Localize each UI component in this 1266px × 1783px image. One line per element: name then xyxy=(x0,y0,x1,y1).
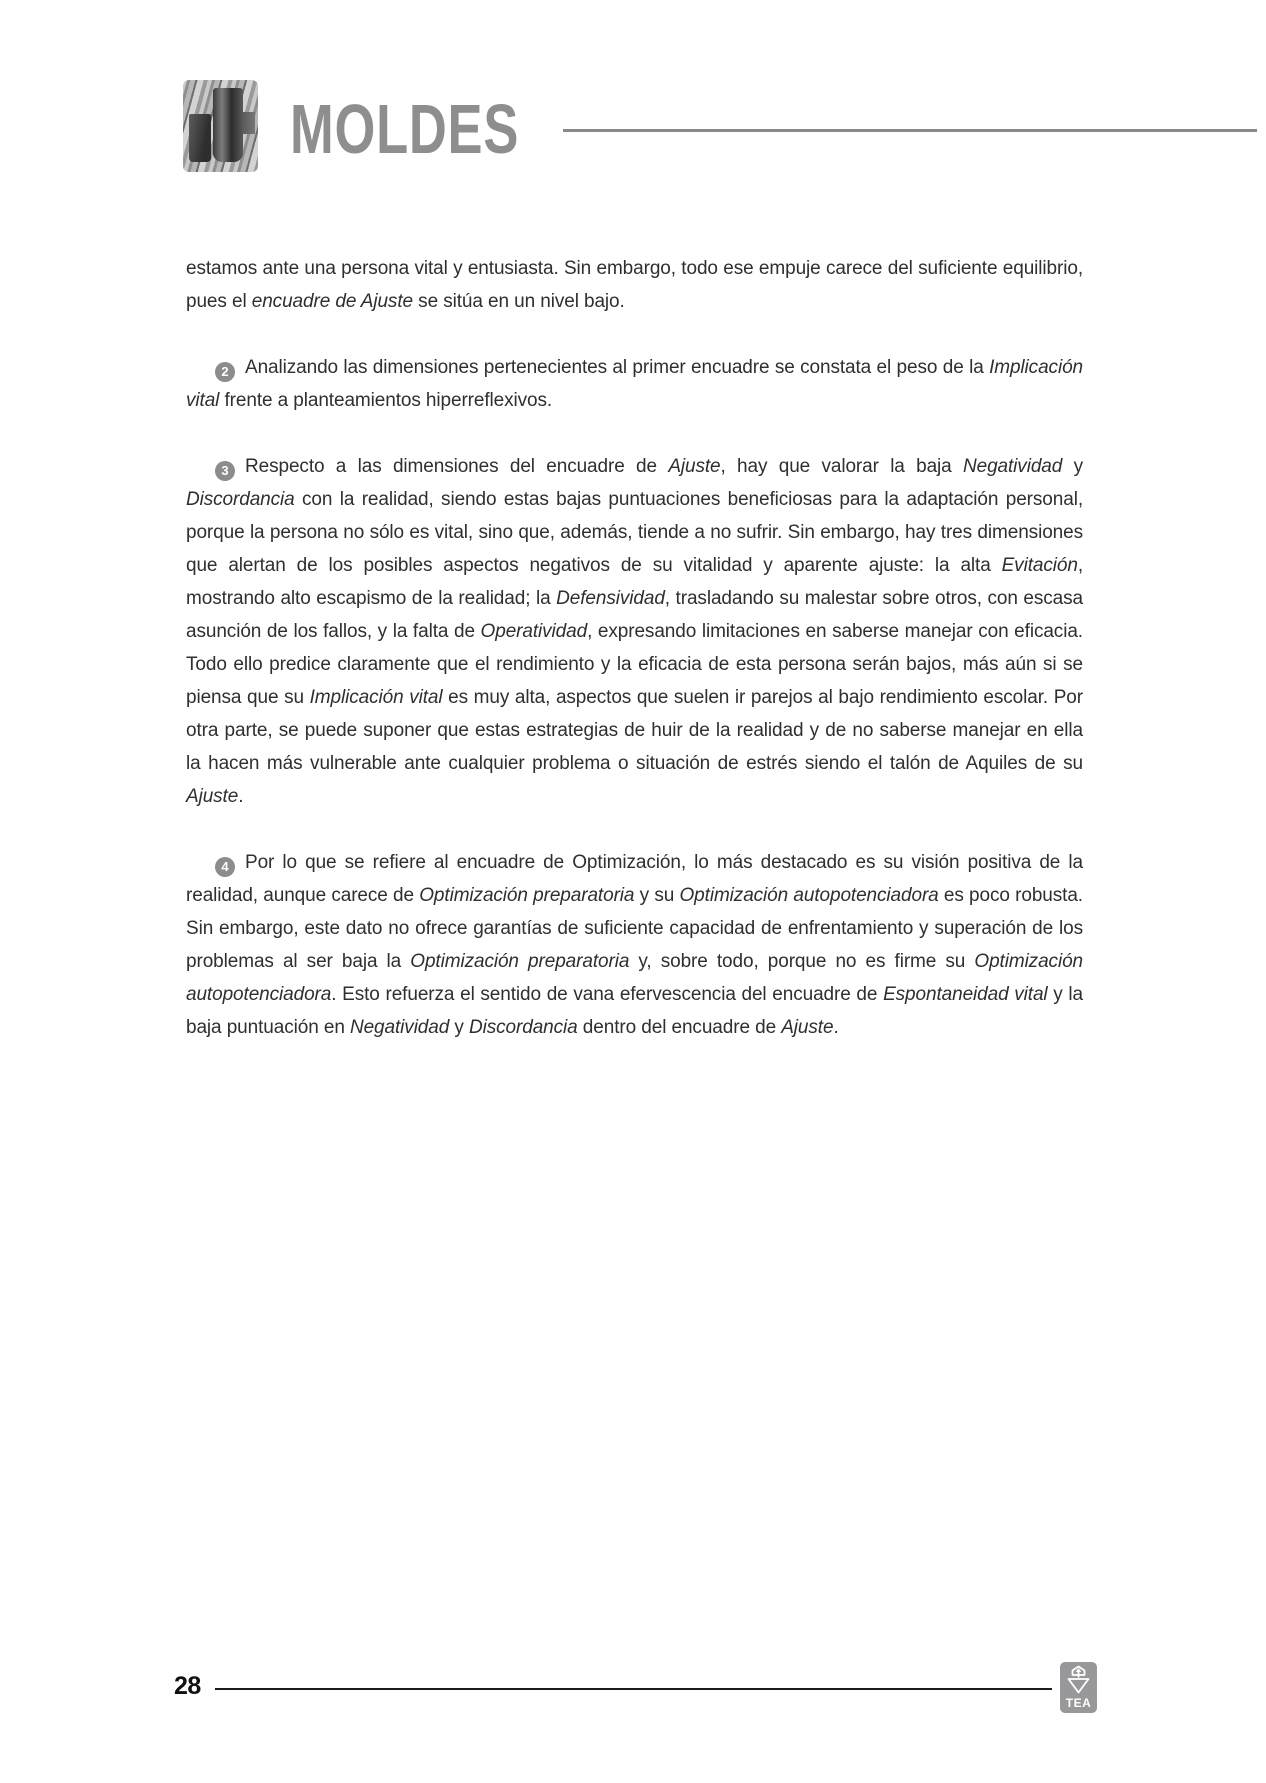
term-italic: Implicación vital xyxy=(186,357,1083,411)
term-italic: Negatividad xyxy=(349,1017,450,1038)
term-italic: Discordancia xyxy=(186,489,295,510)
term-italic: Discordancia xyxy=(468,1017,578,1038)
term-italic: Ajuste xyxy=(781,1017,834,1038)
text-run: y xyxy=(449,1017,469,1038)
text-run: y su xyxy=(634,885,680,906)
text-run: , hay que valorar la baja xyxy=(720,456,963,477)
term-italic: Negatividad xyxy=(962,456,1063,477)
page-number: 28 xyxy=(174,1672,201,1700)
text-run: estamos ante una persona vital y entusiasta. Sin embargo, todo ese empuje carece del suficiente equilibrio, pues el xyxy=(186,258,1083,312)
text-run: Respecto a las dimensiones del encuadre de xyxy=(245,456,669,477)
term-italic: Implicación vital xyxy=(309,687,443,708)
term-italic: Ajuste xyxy=(186,786,239,807)
term-italic: Evitación xyxy=(1001,555,1078,576)
text-run: . xyxy=(833,1017,839,1038)
text-run: , mostrando alto escapismo de la realidad; la xyxy=(186,555,1083,609)
mold-shape-main xyxy=(213,88,243,162)
text-run: y, sobre todo, porque no es firme su xyxy=(629,951,975,972)
tea-logo-text: TEA xyxy=(1065,1696,1092,1710)
text-run: es muy alta, aspectos que suelen ir parejos al bajo rendimiento escolar. Por otra parte, se puede suponer que estas estrategias de huir de la realidad y de no saberse manejar en ella la hacen más vulnerable ante cualquier problema o situación de estrés siendo el talón de Aquiles de su xyxy=(186,687,1083,774)
text-run: Por lo que se refiere al encuadre de Optimización, lo más destacado es su visión positiva de la realidad, aunque carece de xyxy=(186,852,1083,906)
term-italic: encuadre de Ajuste xyxy=(251,291,413,312)
header-rule xyxy=(563,129,1257,132)
page-title: MOLDES xyxy=(290,90,520,168)
term-italic: Ajuste xyxy=(668,456,721,477)
tea-arrow-shaft xyxy=(1078,1672,1080,1678)
term-italic: Espontaneidad vital xyxy=(883,984,1048,1005)
term-italic: Operatividad xyxy=(480,621,588,642)
text-run: se sitúa en un nivel bajo. xyxy=(412,291,625,312)
term-italic: Optimización autopotenciadora xyxy=(679,885,939,906)
molds-photo xyxy=(183,80,258,172)
term-italic: Defensividad xyxy=(556,588,665,609)
text-run: y xyxy=(1062,456,1083,477)
bullet-number: 4 xyxy=(215,857,235,877)
text-run: . xyxy=(238,786,244,807)
term-italic: Optimización preparatoria xyxy=(419,885,635,906)
term-italic: Optimización autopotenciadora xyxy=(186,951,1084,1005)
text-run: con la realidad, siendo estas bajas puntuaciones beneficiosas para la adaptación personal, porque la persona no sólo es vital, sino que, además, tiende a no sufrir. Sin embargo, hay tres dimensiones que alertan de los posibles aspectos negativos de su vitalidad y aparente ajuste: la alta xyxy=(186,489,1083,576)
text-run: frente a planteamientos hiperreflexivos. xyxy=(219,390,553,411)
term-italic: Optimización preparatoria xyxy=(410,951,630,972)
text-run: y la baja puntuación en xyxy=(186,984,1083,1038)
paragraph xyxy=(186,351,1083,417)
bullet-number: 3 xyxy=(215,461,235,481)
text-run: dentro del encuadre de xyxy=(577,1017,782,1038)
footer-rule xyxy=(215,1688,1052,1690)
tea-publisher-logo xyxy=(1060,1662,1097,1713)
text-run: es poco robusta. Sin embargo, este dato no ofrece garantías de suficiente capacidad de enfrentamiento y superación de los problemas al ser baja la xyxy=(186,885,1083,972)
text-run: . Esto refuerza el sentido de vana efervescencia del encuadre de xyxy=(331,984,884,1005)
body-text xyxy=(186,252,1083,1044)
text-run: Analizando las dimensiones pertenecientes al primer encuadre se constata el peso de la xyxy=(245,357,990,378)
paragraph xyxy=(186,846,1083,1044)
mold-shape-small xyxy=(189,114,211,162)
bullet-number: 2 xyxy=(215,362,235,382)
text-run: , trasladando su malestar sobre otros, con escasa asunción de los fallos, y la falta de xyxy=(186,588,1083,642)
paragraph xyxy=(186,252,1083,318)
text-run: , expresando limitaciones en saberse manejar con eficacia. Todo ello predice claramente que el rendimiento y la eficacia de esta persona serán bajos, más aún si se piensa que su xyxy=(186,621,1083,708)
paragraph xyxy=(186,450,1083,813)
